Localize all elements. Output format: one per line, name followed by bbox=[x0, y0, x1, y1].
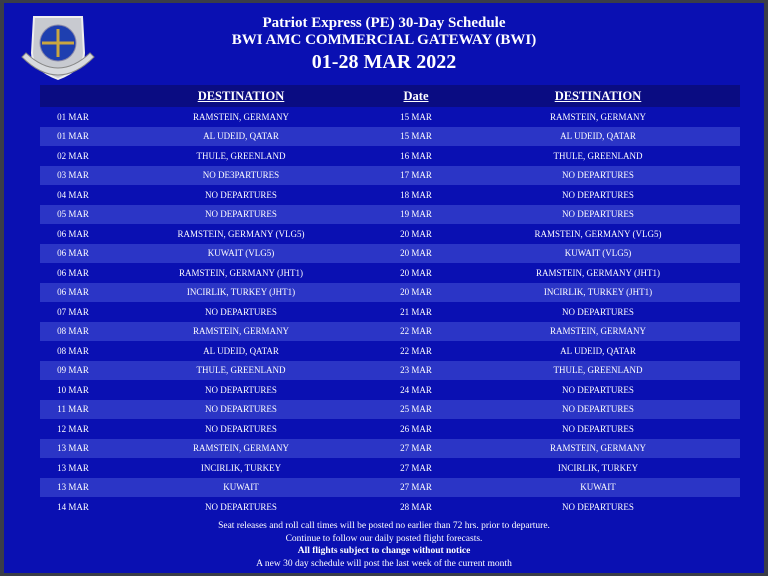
destination-2-cell: NO DEPARTURES bbox=[562, 306, 634, 317]
date-1-cell: 06 MAR bbox=[57, 248, 89, 259]
destination-1-cell: AL UDEID, QATAR bbox=[203, 131, 279, 142]
date-1-cell: 14 MAR bbox=[57, 501, 89, 512]
destination-2-cell: RAMSTEIN, GERMANY bbox=[549, 326, 646, 337]
table-row bbox=[40, 283, 740, 303]
table-row bbox=[40, 146, 740, 166]
table-row bbox=[40, 400, 740, 420]
destination-2-cell: RAMSTEIN, GERMANY (JHT1) bbox=[536, 267, 660, 278]
date-2-cell: 23 MAR bbox=[400, 365, 432, 376]
header-destination-1: DESTINATION bbox=[197, 88, 285, 103]
table-row bbox=[40, 166, 740, 186]
table-row bbox=[40, 205, 740, 225]
destination-1-cell: THULE, GREENLAND bbox=[196, 365, 286, 376]
date-2-cell: 15 MAR bbox=[400, 111, 432, 122]
destination-2-cell: NO DEPARTURES bbox=[562, 189, 634, 200]
footer-line-bold: All flights subject to change without notice bbox=[297, 546, 471, 556]
table-row bbox=[40, 419, 740, 439]
date-1-cell: 06 MAR bbox=[57, 228, 89, 239]
date-1-cell: 01 MAR bbox=[57, 111, 89, 122]
destination-1-cell: INCIRLIK, TURKEY bbox=[200, 462, 282, 473]
destination-2-cell: INCIRLIK, TURKEY bbox=[557, 462, 639, 473]
destination-1-cell: KUWAIT bbox=[223, 482, 259, 493]
destination-1-cell: NO DE3PARTURES bbox=[202, 170, 280, 181]
destination-2-cell: AL UDEID, QATAR bbox=[560, 131, 636, 142]
table-row bbox=[40, 341, 740, 361]
table-row bbox=[40, 478, 740, 498]
destination-2-cell: RAMSTEIN, GERMANY (VLG5) bbox=[534, 228, 662, 239]
table-row bbox=[40, 263, 740, 283]
destination-2-cell: NO DEPARTURES bbox=[562, 423, 634, 434]
date-2-cell: 15 MAR bbox=[400, 131, 432, 142]
table-row bbox=[40, 361, 740, 381]
destination-2-cell: RAMSTEIN, GERMANY bbox=[549, 111, 646, 122]
destination-1-cell: NO DEPARTURES bbox=[205, 384, 277, 395]
destination-2-cell: THULE, GREENLAND bbox=[553, 150, 643, 161]
date-1-cell: 03 MAR bbox=[57, 170, 89, 181]
table-row bbox=[40, 458, 740, 478]
date-1-cell: 10 MAR bbox=[57, 384, 89, 395]
destination-2-cell: AL UDEID, QATAR bbox=[560, 345, 636, 356]
date-2-cell: 26 MAR bbox=[400, 423, 432, 434]
header-destination-2: DESTINATION bbox=[554, 88, 642, 103]
date-1-cell: 06 MAR bbox=[57, 267, 89, 278]
table-row bbox=[40, 497, 740, 517]
destination-1-cell: NO DEPARTURES bbox=[205, 209, 277, 220]
date-2-cell: 24 MAR bbox=[400, 384, 432, 395]
schedule-period: 01-28 MAR 2022 bbox=[311, 51, 457, 73]
destination-2-cell: NO DEPARTURES bbox=[562, 501, 634, 512]
date-1-cell: 09 MAR bbox=[57, 365, 89, 376]
table-row bbox=[40, 302, 740, 322]
date-2-cell: 20 MAR bbox=[400, 228, 432, 239]
date-2-cell: 19 MAR bbox=[400, 209, 432, 220]
table-row bbox=[40, 244, 740, 264]
header bbox=[4, 15, 764, 75]
date-2-cell: 27 MAR bbox=[400, 443, 432, 454]
date-1-cell: 05 MAR bbox=[57, 209, 89, 220]
destination-2-cell: KUWAIT (VLG5) bbox=[564, 248, 632, 259]
date-2-cell: 22 MAR bbox=[400, 345, 432, 356]
footer-notes bbox=[4, 520, 764, 570]
date-2-cell: 18 MAR bbox=[400, 189, 432, 200]
schedule-table bbox=[40, 85, 740, 517]
date-2-cell: 16 MAR bbox=[400, 150, 432, 161]
date-2-cell: 27 MAR bbox=[400, 482, 432, 493]
destination-1-cell: THULE, GREENLAND bbox=[196, 150, 286, 161]
destination-2-cell: RAMSTEIN, GERMANY bbox=[549, 443, 646, 454]
date-2-cell: 27 MAR bbox=[400, 462, 432, 473]
date-1-cell: 06 MAR bbox=[57, 287, 89, 298]
destination-1-cell: AL UDEID, QATAR bbox=[203, 345, 279, 356]
gateway-name: BWI AMC COMMERCIAL GATEWAY (BWI) bbox=[231, 32, 537, 48]
destination-1-cell: NO DEPARTURES bbox=[205, 189, 277, 200]
date-2-cell: 25 MAR bbox=[400, 404, 432, 415]
destination-2-cell: KUWAIT bbox=[580, 482, 616, 493]
destination-1-cell: NO DEPARTURES bbox=[205, 306, 277, 317]
date-2-cell: 17 MAR bbox=[400, 170, 432, 181]
date-1-cell: 08 MAR bbox=[57, 345, 89, 356]
destination-1-cell: RAMSTEIN, GERMANY (VLG5) bbox=[177, 228, 305, 239]
date-1-cell: 07 MAR bbox=[57, 306, 89, 317]
destination-1-cell: INCIRLIK, TURKEY (JHT1) bbox=[186, 287, 296, 298]
table-row bbox=[40, 107, 740, 127]
destination-1-cell: RAMSTEIN, GERMANY bbox=[192, 111, 289, 122]
table-row bbox=[40, 224, 740, 244]
destination-1-cell: RAMSTEIN, GERMANY bbox=[192, 326, 289, 337]
destination-1-cell: KUWAIT (VLG5) bbox=[207, 248, 275, 259]
destination-2-cell: NO DEPARTURES bbox=[562, 170, 634, 181]
destination-1-cell: RAMSTEIN, GERMANY bbox=[192, 443, 289, 454]
destination-1-cell: NO DEPARTURES bbox=[205, 501, 277, 512]
table-row bbox=[40, 185, 740, 205]
date-1-cell: 13 MAR bbox=[57, 443, 89, 454]
schedule-title: Patriot Express (PE) 30-Day Schedule bbox=[262, 15, 506, 31]
destination-2-cell: NO DEPARTURES bbox=[562, 404, 634, 415]
destination-2-cell: INCIRLIK, TURKEY (JHT1) bbox=[543, 287, 653, 298]
destination-2-cell: NO DEPARTURES bbox=[562, 384, 634, 395]
date-2-cell: 28 MAR bbox=[400, 501, 432, 512]
date-1-cell: 11 MAR bbox=[57, 404, 89, 415]
date-2-cell: 22 MAR bbox=[400, 326, 432, 337]
date-2-cell: 20 MAR bbox=[400, 248, 432, 259]
destination-2-cell: NO DEPARTURES bbox=[562, 209, 634, 220]
destination-1-cell: NO DEPARTURES bbox=[205, 423, 277, 434]
header-date: Date bbox=[403, 88, 429, 103]
date-1-cell: 13 MAR bbox=[57, 482, 89, 493]
footer-line: Continue to follow our daily posted flight forecasts. bbox=[285, 533, 483, 544]
destination-1-cell: NO DEPARTURES bbox=[205, 404, 277, 415]
footer-line: Seat releases and roll call times will be posted no earlier than 72 hrs. prior to departure. bbox=[218, 521, 550, 531]
date-1-cell: 13 MAR bbox=[57, 462, 89, 473]
schedule-page bbox=[4, 3, 764, 573]
date-1-cell: 08 MAR bbox=[57, 326, 89, 337]
date-1-cell: 01 MAR bbox=[57, 131, 89, 142]
date-1-cell: 12 MAR bbox=[57, 423, 89, 434]
destination-2-cell: THULE, GREENLAND bbox=[553, 365, 643, 376]
date-2-cell: 20 MAR bbox=[400, 287, 432, 298]
footer-line: A new 30 day schedule will post the last week of the current month bbox=[256, 558, 512, 569]
date-1-cell: 02 MAR bbox=[57, 150, 89, 161]
table-row bbox=[40, 127, 740, 147]
table-row bbox=[40, 439, 740, 459]
date-2-cell: 21 MAR bbox=[400, 306, 432, 317]
date-1-cell: 04 MAR bbox=[57, 189, 89, 200]
destination-1-cell: RAMSTEIN, GERMANY (JHT1) bbox=[179, 267, 303, 278]
table-row bbox=[40, 380, 740, 400]
table-row bbox=[40, 322, 740, 342]
date-2-cell: 20 MAR bbox=[400, 267, 432, 278]
table-header bbox=[40, 85, 740, 107]
